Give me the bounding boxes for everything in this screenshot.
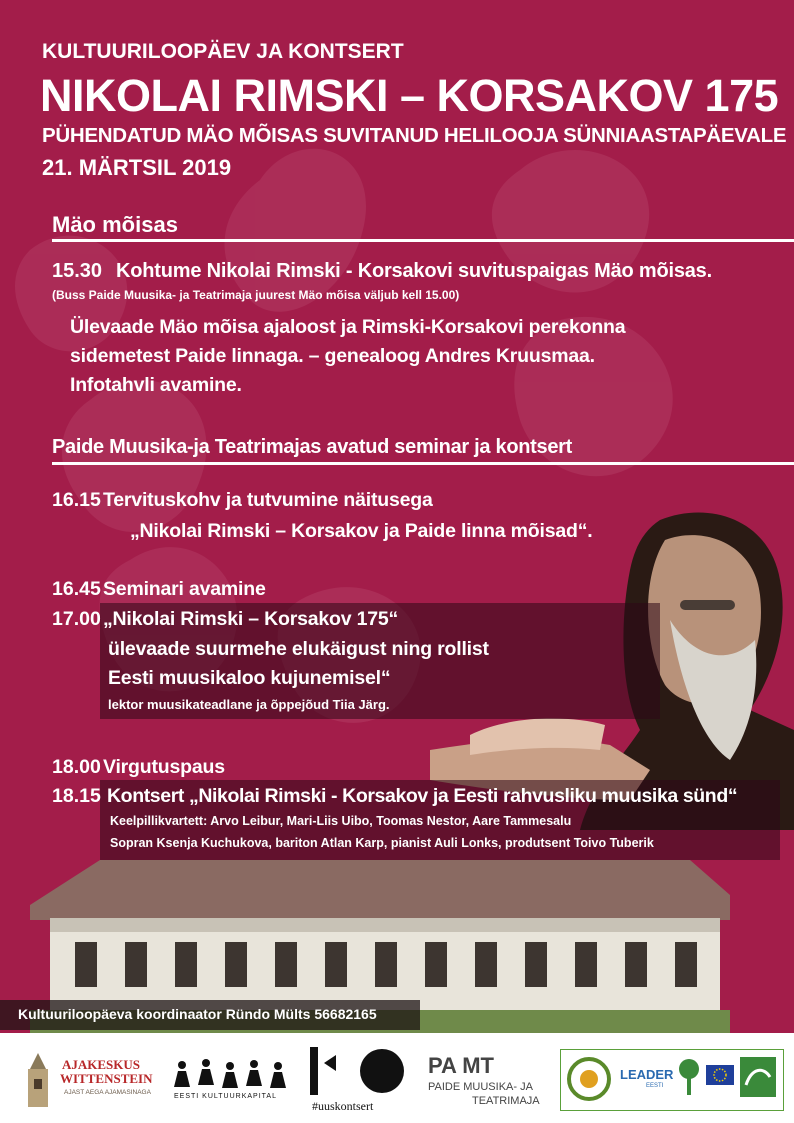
event-text: Seminari avamine [103, 578, 266, 600]
section1-desc-line: sidemetest Paide linnaga. – genealoog Andres Kruusmaa. [70, 345, 595, 367]
section2-rule [52, 462, 794, 465]
pamt-logo-line2: TEATRIMAJA [472, 1095, 540, 1107]
event-time: 18.00 [52, 756, 101, 778]
section1-rule [52, 239, 794, 242]
event-text: Eesti muusikaloo kujunemisel“ [108, 667, 391, 689]
leader-emblem-icon [566, 1055, 612, 1103]
event-time: 16.15 [52, 489, 101, 511]
section1-bus-note: (Buss Paide Muusika- ja Teatrimaja juurest Mäo mõisa väljub kell 15.00) [52, 288, 460, 302]
event-time: 17.00 [52, 608, 101, 630]
event-text: „Nikolai Rimski – Korsakov 175“ [103, 608, 399, 630]
pamt-logo-line1: PAIDE MUUSIKA- JA [428, 1081, 533, 1093]
concert-performers: Sopran Ksenja Kuchukova, bariton Atlan Karp, pianist Auli Lonks, produtsent Toivo Tuberik [110, 836, 654, 850]
section1-desc-line: Ülevaade Mäo mõisa ajaloost ja Rimski-Korsakovi perekonna [70, 316, 626, 338]
kulka-dancers-icon [172, 1057, 294, 1093]
poster-date: 21. MÄRTSIL 2019 [42, 155, 232, 180]
kulka-logo-text: EESTI KULTUURKAPITAL [174, 1093, 277, 1100]
eu-flag-icon [706, 1065, 734, 1085]
concert-performers: Keelpillikvartett: Arvo Leibur, Mari-Liis Uibo, Toomas Nestor, Aare Tammesalu [110, 814, 572, 828]
event-text: ülevaade suurmehe elukäigust ning rollist [108, 638, 489, 660]
event-time: 18.15 [52, 785, 101, 807]
sponsor-logo-bar [0, 1033, 794, 1123]
pamt-logo-short: PA MT [428, 1053, 494, 1078]
coordinator-text: Kultuuriloopäeva koordinaator Ründo Mülts 56682165 [18, 1006, 377, 1022]
event-text: Virgutuspaus [103, 756, 225, 778]
leader-logo-text: LEADER [620, 1067, 674, 1082]
ajakeskus-logo-line1: AJAKESKUS [62, 1057, 141, 1072]
tree-icon [676, 1057, 702, 1097]
tower-icon [20, 1049, 56, 1109]
section1-heading: Mäo mõisas [52, 212, 178, 237]
poster-kicker: KULTUURILOOPÄEV JA KONTSERT [42, 40, 404, 63]
ajakeskus-tagline: AJAST AEGA AJAMASINAGA [64, 1089, 151, 1096]
event-text: Kontsert „Nikolai Rimski - Korsakov ja Eesti rahvusliku muusika sünd“ [107, 785, 738, 807]
section2-heading: Paide Muusika-ja Teatrimajas avatud seminar ja kontsert [52, 436, 573, 458]
section1-desc-line: Infotahvli avamine. [70, 374, 242, 396]
ajakeskus-logo-line2: WITTENSTEIN [60, 1071, 153, 1086]
section1-time: 15.30 [52, 260, 103, 282]
rural-fund-logo-icon [740, 1057, 776, 1097]
uuskontsert-logo-icon [308, 1045, 408, 1097]
event-text: „Nikolai Rimski – Korsakov ja Paide linna mõisad“. [130, 520, 593, 542]
poster-title: NIKOLAI RIMSKI – KORSAKOV 175 [40, 70, 779, 121]
section1-title: Kohtume Nikolai Rimski - Korsakovi suvituspaigas Mäo mõisas. [116, 260, 712, 282]
event-time: 16.45 [52, 578, 101, 600]
poster-subtitle: PÜHENDATUD MÄO MÕISAS SUVITANUD HELILOOJA SÜNNIAASTAPÄEVALE [42, 124, 787, 147]
event-text: Tervituskohv ja tutvumine näitusega [103, 489, 433, 511]
leader-sub-text: EESTI [646, 1083, 664, 1089]
uuskontsert-logo-text: #uuskontsert [312, 1099, 374, 1113]
event-lecturer: lektor muusikateadlane ja õppejõud Tiia Järg. [108, 697, 390, 712]
